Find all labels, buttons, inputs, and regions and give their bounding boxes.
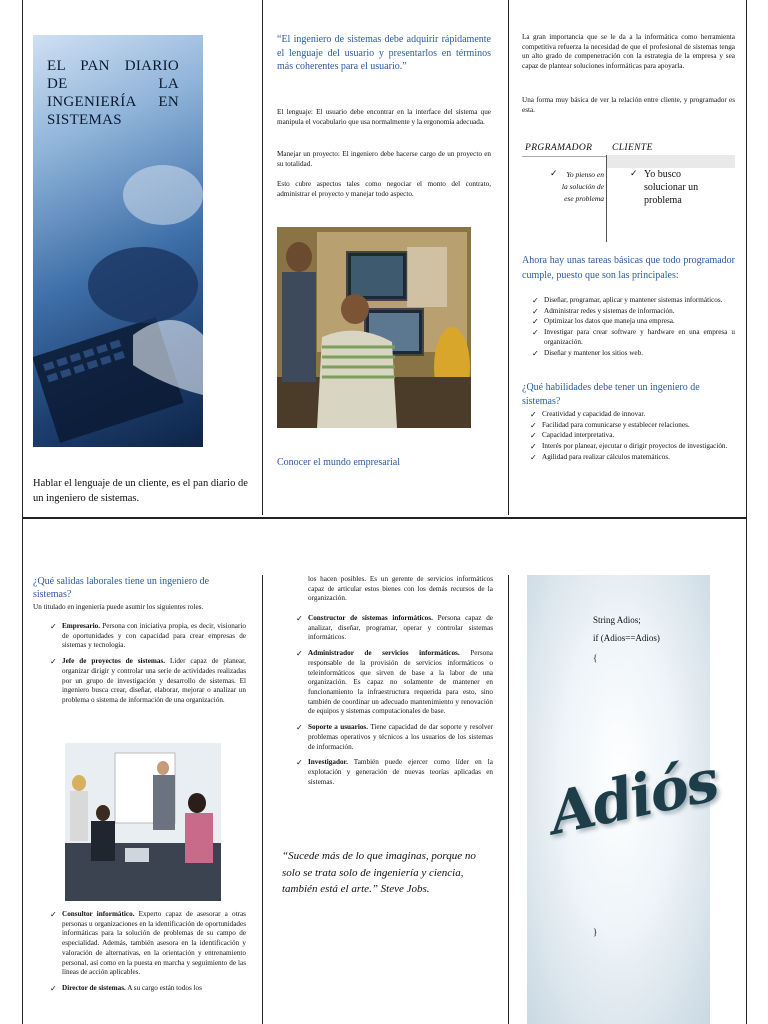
list-item: ✓ Empresario. Persona con iniciativa propia, es decir, visionario de oportunidades y con capacidad para crear empresas de sistemas y tecnología. <box>50 622 246 651</box>
list-item: ✓ Diseñar, programar, aplicar y mantener sistemas informáticos. <box>532 296 735 306</box>
careers-list-continued <box>50 910 246 1000</box>
list-item: ✓ Capacidad interpretativa. <box>530 431 735 441</box>
cover-image <box>33 35 203 447</box>
column-divider-2 <box>508 0 509 515</box>
careers-list <box>50 622 246 712</box>
column-divider-4 <box>508 575 509 1024</box>
list-item: ✓ Administrar redes y sistemas de información. <box>532 307 735 317</box>
meeting-photo <box>65 743 221 901</box>
cover-title: EL PAN DIARIO DE LA INGENIERÍA EN SISTEMAS <box>47 58 179 128</box>
language-paragraph: El lenguaje: El usuario debe encontrar en la interface del sistema que manipula el vocabulario que usa normalmente y la ergonomía adecuada. <box>277 108 491 126</box>
client-cell: Yo busco solucionar un problema <box>644 169 699 206</box>
engineers-photo-illustration <box>277 227 471 428</box>
back-cover-image <box>527 575 723 1024</box>
careers-intro: Un titulado en ingeniería puede asumir los siguientes roles. <box>33 603 204 611</box>
column-divider-3 <box>262 575 263 1024</box>
table-header-client: CLIENTE <box>612 143 653 153</box>
importance-paragraph: La gran importancia que se le da a la informática como herramienta competitiva refuerza la necesidad de que el profesional de sistemas tenga un alto grado de compenetración con la estrategia de la empresa y sea capaz de plantear soluciones informáticas para apoyarla. <box>522 33 735 71</box>
list-item: ✓ Constructor de sistemas informáticos. Persona capaz de analizar, diseñar, programar, operar y controlar sistemas informáticos. <box>296 614 493 643</box>
list-item: ✓ Investigar para crear software y hardware en una empresa u organización. <box>532 328 735 347</box>
continued-paragraph: los hacen posibles. Es un gerente de servicios informáticos capaz de articular estos bienes con los demás recursos de la organización. <box>308 575 493 603</box>
list-item: ✓ Jefe de proyectos de sistemas. Líder capaz de planear, organizar dirigir y controlar una serie de actividades realizadas por un grupo de investigación y desarrollo de sistemas. El ingeniero busca crear, diseñar, elaborar, mejorar o analizar un problema o sistema de información de una organización. <box>50 657 246 706</box>
table-header-programmer: PRGRAMADOR <box>525 143 593 153</box>
code-line-3: { <box>593 653 598 663</box>
list-item: ✓ Soporte a usuarios. Tiene capacidad de dar soporte y resolver problemas operativos y técnicos a los usuarios de los sistemas de información. <box>296 723 493 752</box>
tasks-list <box>532 296 735 359</box>
list-item: ✓ Interés por planear, ejecutar o dirigir proyectos de investigación. <box>530 442 735 452</box>
code-line-2: if (Adios==Adios) <box>593 633 660 643</box>
check-icon: ✓ <box>550 168 558 178</box>
code-line-4: } <box>593 927 598 937</box>
skills-heading: ¿Qué habilidades debe tener un ingeniero de sistemas? <box>522 382 700 407</box>
cover-caption: Hablar el lenguaje de un cliente, es el pan diario de un ingeniero de sistemas. <box>33 478 248 505</box>
photo-caption: Conocer el mundo empresarial <box>277 457 401 468</box>
fold-divider <box>22 517 747 519</box>
careers-heading: ¿Qué salidas laborales tiene un ingeniero de sistemas? <box>33 576 210 600</box>
adios-logo: Adiós <box>543 746 723 848</box>
office-photo <box>277 227 471 428</box>
list-item: ✓ Diseñar y mantener los sitios web. <box>532 349 735 359</box>
contract-paragraph: Esto cubre aspectos tales como negociar el monto del contrato, administrar el proyecto y manejar todo aspecto. <box>277 180 491 198</box>
skills-list <box>530 410 735 464</box>
tasks-heading: Ahora hay unas tareas básicas que todo programador cumple, puesto que son las principales: <box>522 255 735 281</box>
careers-list-2 <box>296 614 493 794</box>
list-item: ✓ Investigador. También puede ejercer como líder en la explotación y generación de nuevas teorías aplicadas en sistemas. <box>296 758 493 787</box>
code-line-1: String Adios; <box>593 615 641 625</box>
list-item: ✓ Facilidad para comunicarse y establecer relaciones. <box>530 421 735 431</box>
relation-paragraph: Una forma muy básica de ver la relación entre cliente, y programador es esta. <box>522 96 735 114</box>
programmer-cell: Yo pienso en la solución de ese problema <box>561 170 604 203</box>
project-paragraph: Manejar un proyecto: El ingeniero debe hacerse cargo de un proyecto en su totalidad. <box>277 150 491 168</box>
roles-table <box>522 142 735 242</box>
check-icon: ✓ <box>630 168 638 178</box>
column-divider-1 <box>262 0 263 515</box>
list-item: ✓ Director de sistemas. A su cargo están todos los <box>50 984 246 994</box>
pull-quote: “El ingeniero de sistemas debe adquirir rápidamente el lenguaje del usuario y presentarlos en términos más coherentes para el usuario.” <box>277 34 491 72</box>
list-item: ✓ Agilidad para realizar cálculos matemáticos. <box>530 453 735 463</box>
list-item: ✓ Optimizar los datos que maneja una empresa. <box>532 317 735 327</box>
jobs-quote: “Sucede más de lo que imaginas, porque no solo se trata solo de ingeniería y ciencia, también está el arte.” Steve Jobs. <box>282 850 476 895</box>
list-item: ✓ Administrador de servicios informáticos. Persona responsable de la provisión de servicios informáticos o teleinformáticos que sirven de base a la labor de una organización. Es capaz no solamente de mantener en funcionamiento la infraestructura requerida para esto, sino también de coordinar un adecuado mantenimiento y renovación de equipos y sistemas computacionales de base. <box>296 649 493 717</box>
meeting-photo-illustration <box>65 743 221 901</box>
list-item: ✓ Consultor informático. Experto capaz de asesorar a otras personas u organizaciones en la identificación de oportunidades informáticas para la solución de problemas de su campo de especialidad. Además, también asesora en la identificación y valoración de alternativas, en la orientación y entrenamiento personal, así como en la puesta en marcha y seguimiento de las líneas de acción aplicables. <box>50 910 246 978</box>
list-item: ✓ Creatividad y capacidad de innovar. <box>530 410 735 420</box>
